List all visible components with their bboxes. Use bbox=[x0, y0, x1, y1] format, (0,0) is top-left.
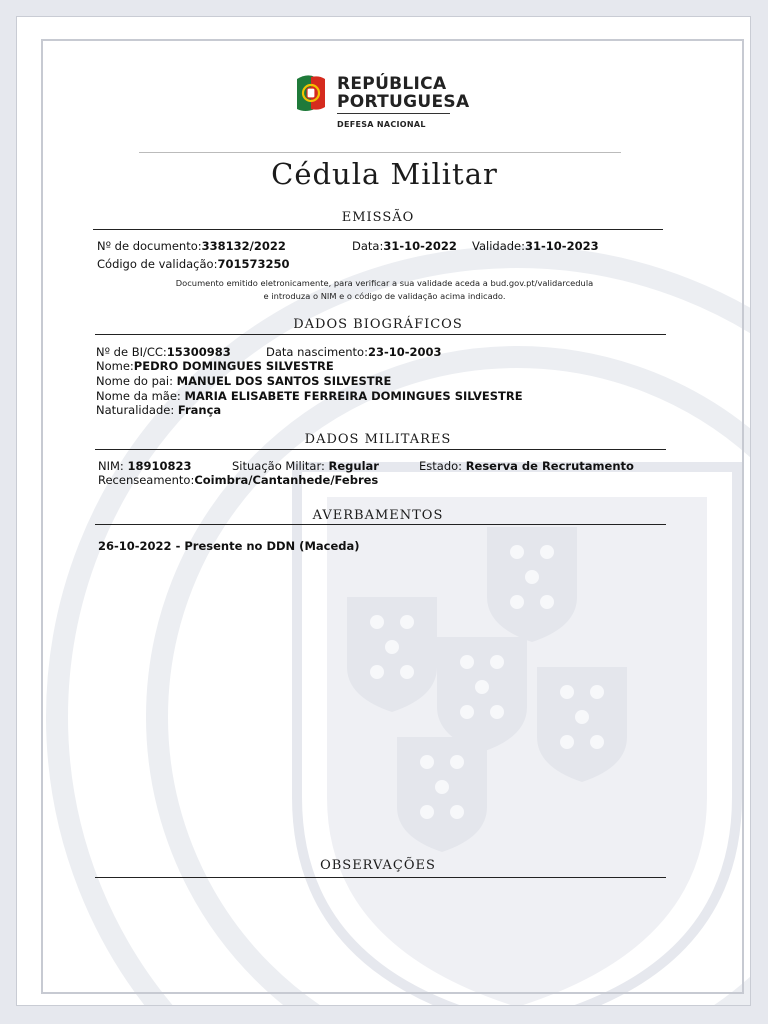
name-field bbox=[96, 359, 334, 373]
nim-label: NIM: bbox=[98, 459, 124, 473]
section-heading-averbamentos: AVERBAMENTOS bbox=[312, 508, 444, 523]
document-title: Cédula Militar bbox=[271, 157, 498, 191]
validation-code-label: Código de validação: bbox=[97, 257, 218, 271]
mother-name-label: Nome da mãe: bbox=[96, 389, 181, 403]
state-field bbox=[419, 459, 634, 473]
doc-number-value: 338132/2022 bbox=[201, 239, 286, 253]
doc-number-field bbox=[97, 239, 286, 253]
logo-text-line2: PORTUGUESA bbox=[337, 92, 470, 112]
birthplace-value: França bbox=[177, 403, 222, 417]
verification-note bbox=[93, 277, 676, 303]
doc-number-label: Nº de documento: bbox=[97, 239, 202, 253]
father-name-field bbox=[96, 374, 391, 388]
validity-field bbox=[472, 239, 599, 253]
census-value: Coimbra/Cantanhede/Febres bbox=[194, 473, 379, 487]
state-label: Estado: bbox=[419, 459, 463, 473]
mother-name-field bbox=[96, 389, 523, 403]
issue-date-label: Data: bbox=[352, 239, 384, 253]
section-divider bbox=[93, 229, 663, 230]
name-value: PEDRO DOMINGUES SILVESTRE bbox=[133, 359, 334, 373]
section-heading-biograficos: DADOS BIOGRÁFICOS bbox=[293, 317, 463, 332]
name-label: Nome: bbox=[96, 359, 134, 373]
section-heading-emissao: EMISSÃO bbox=[341, 210, 415, 225]
section-heading-observacoes: OBSERVAÇÕES bbox=[320, 858, 436, 873]
id-number-label: Nº de BI/CC: bbox=[96, 345, 167, 359]
section-divider bbox=[95, 449, 666, 450]
section-divider bbox=[95, 524, 666, 525]
validation-code-field bbox=[97, 257, 289, 271]
military-status-field bbox=[232, 459, 379, 473]
validation-code-value: 701573250 bbox=[217, 257, 290, 271]
portugal-flag-logo-icon bbox=[293, 73, 327, 115]
section-divider bbox=[95, 877, 666, 878]
military-status-value: Regular bbox=[328, 459, 379, 473]
section-heading-militares: DADOS MILITARES bbox=[304, 432, 452, 447]
military-status-label: Situação Militar: bbox=[232, 459, 325, 473]
census-label: Recenseamento: bbox=[98, 473, 195, 487]
issue-date-value: 31-10-2022 bbox=[383, 239, 457, 253]
id-number-field bbox=[96, 345, 231, 359]
birth-date-field bbox=[266, 345, 442, 359]
id-number-value: 15300983 bbox=[166, 345, 231, 359]
issue-date-field bbox=[352, 239, 457, 253]
logo-divider bbox=[337, 113, 450, 114]
nim-value: 18910823 bbox=[127, 459, 192, 473]
census-field bbox=[98, 473, 378, 487]
state-value: Reserva de Recrutamento bbox=[465, 459, 634, 473]
mother-name-value: MARIA ELISABETE FERREIRA DOMINGUES SILVESTRE bbox=[184, 389, 523, 403]
averbamento-item: 26-10-2022 - Presente no DDN (Maceda) bbox=[98, 539, 360, 553]
document-page bbox=[16, 16, 751, 1006]
validity-label: Validade: bbox=[472, 239, 526, 253]
father-name-value: MANUEL DOS SANTOS SILVESTRE bbox=[176, 374, 392, 388]
verification-note-line1: Documento emitido eletronicamente, para verificar a sua validade aceda a bud.gov.pt/validarcedula bbox=[175, 278, 594, 288]
birth-date-value: 23-10-2003 bbox=[367, 345, 442, 359]
birth-date-label: Data nascimento: bbox=[266, 345, 368, 359]
validity-value: 31-10-2023 bbox=[525, 239, 599, 253]
logo-subtitle: DEFESA NACIONAL bbox=[337, 120, 426, 129]
title-divider bbox=[139, 152, 621, 153]
father-name-label: Nome do pai: bbox=[96, 374, 173, 388]
birthplace-field bbox=[96, 403, 221, 417]
nim-field bbox=[98, 459, 191, 473]
birthplace-label: Naturalidade: bbox=[96, 403, 175, 417]
verification-note-line2: e introduza o NIM e o código de validação acima indicado. bbox=[263, 291, 506, 301]
section-divider bbox=[95, 334, 666, 335]
logo-text-line1: REPÚBLICA bbox=[337, 74, 447, 94]
